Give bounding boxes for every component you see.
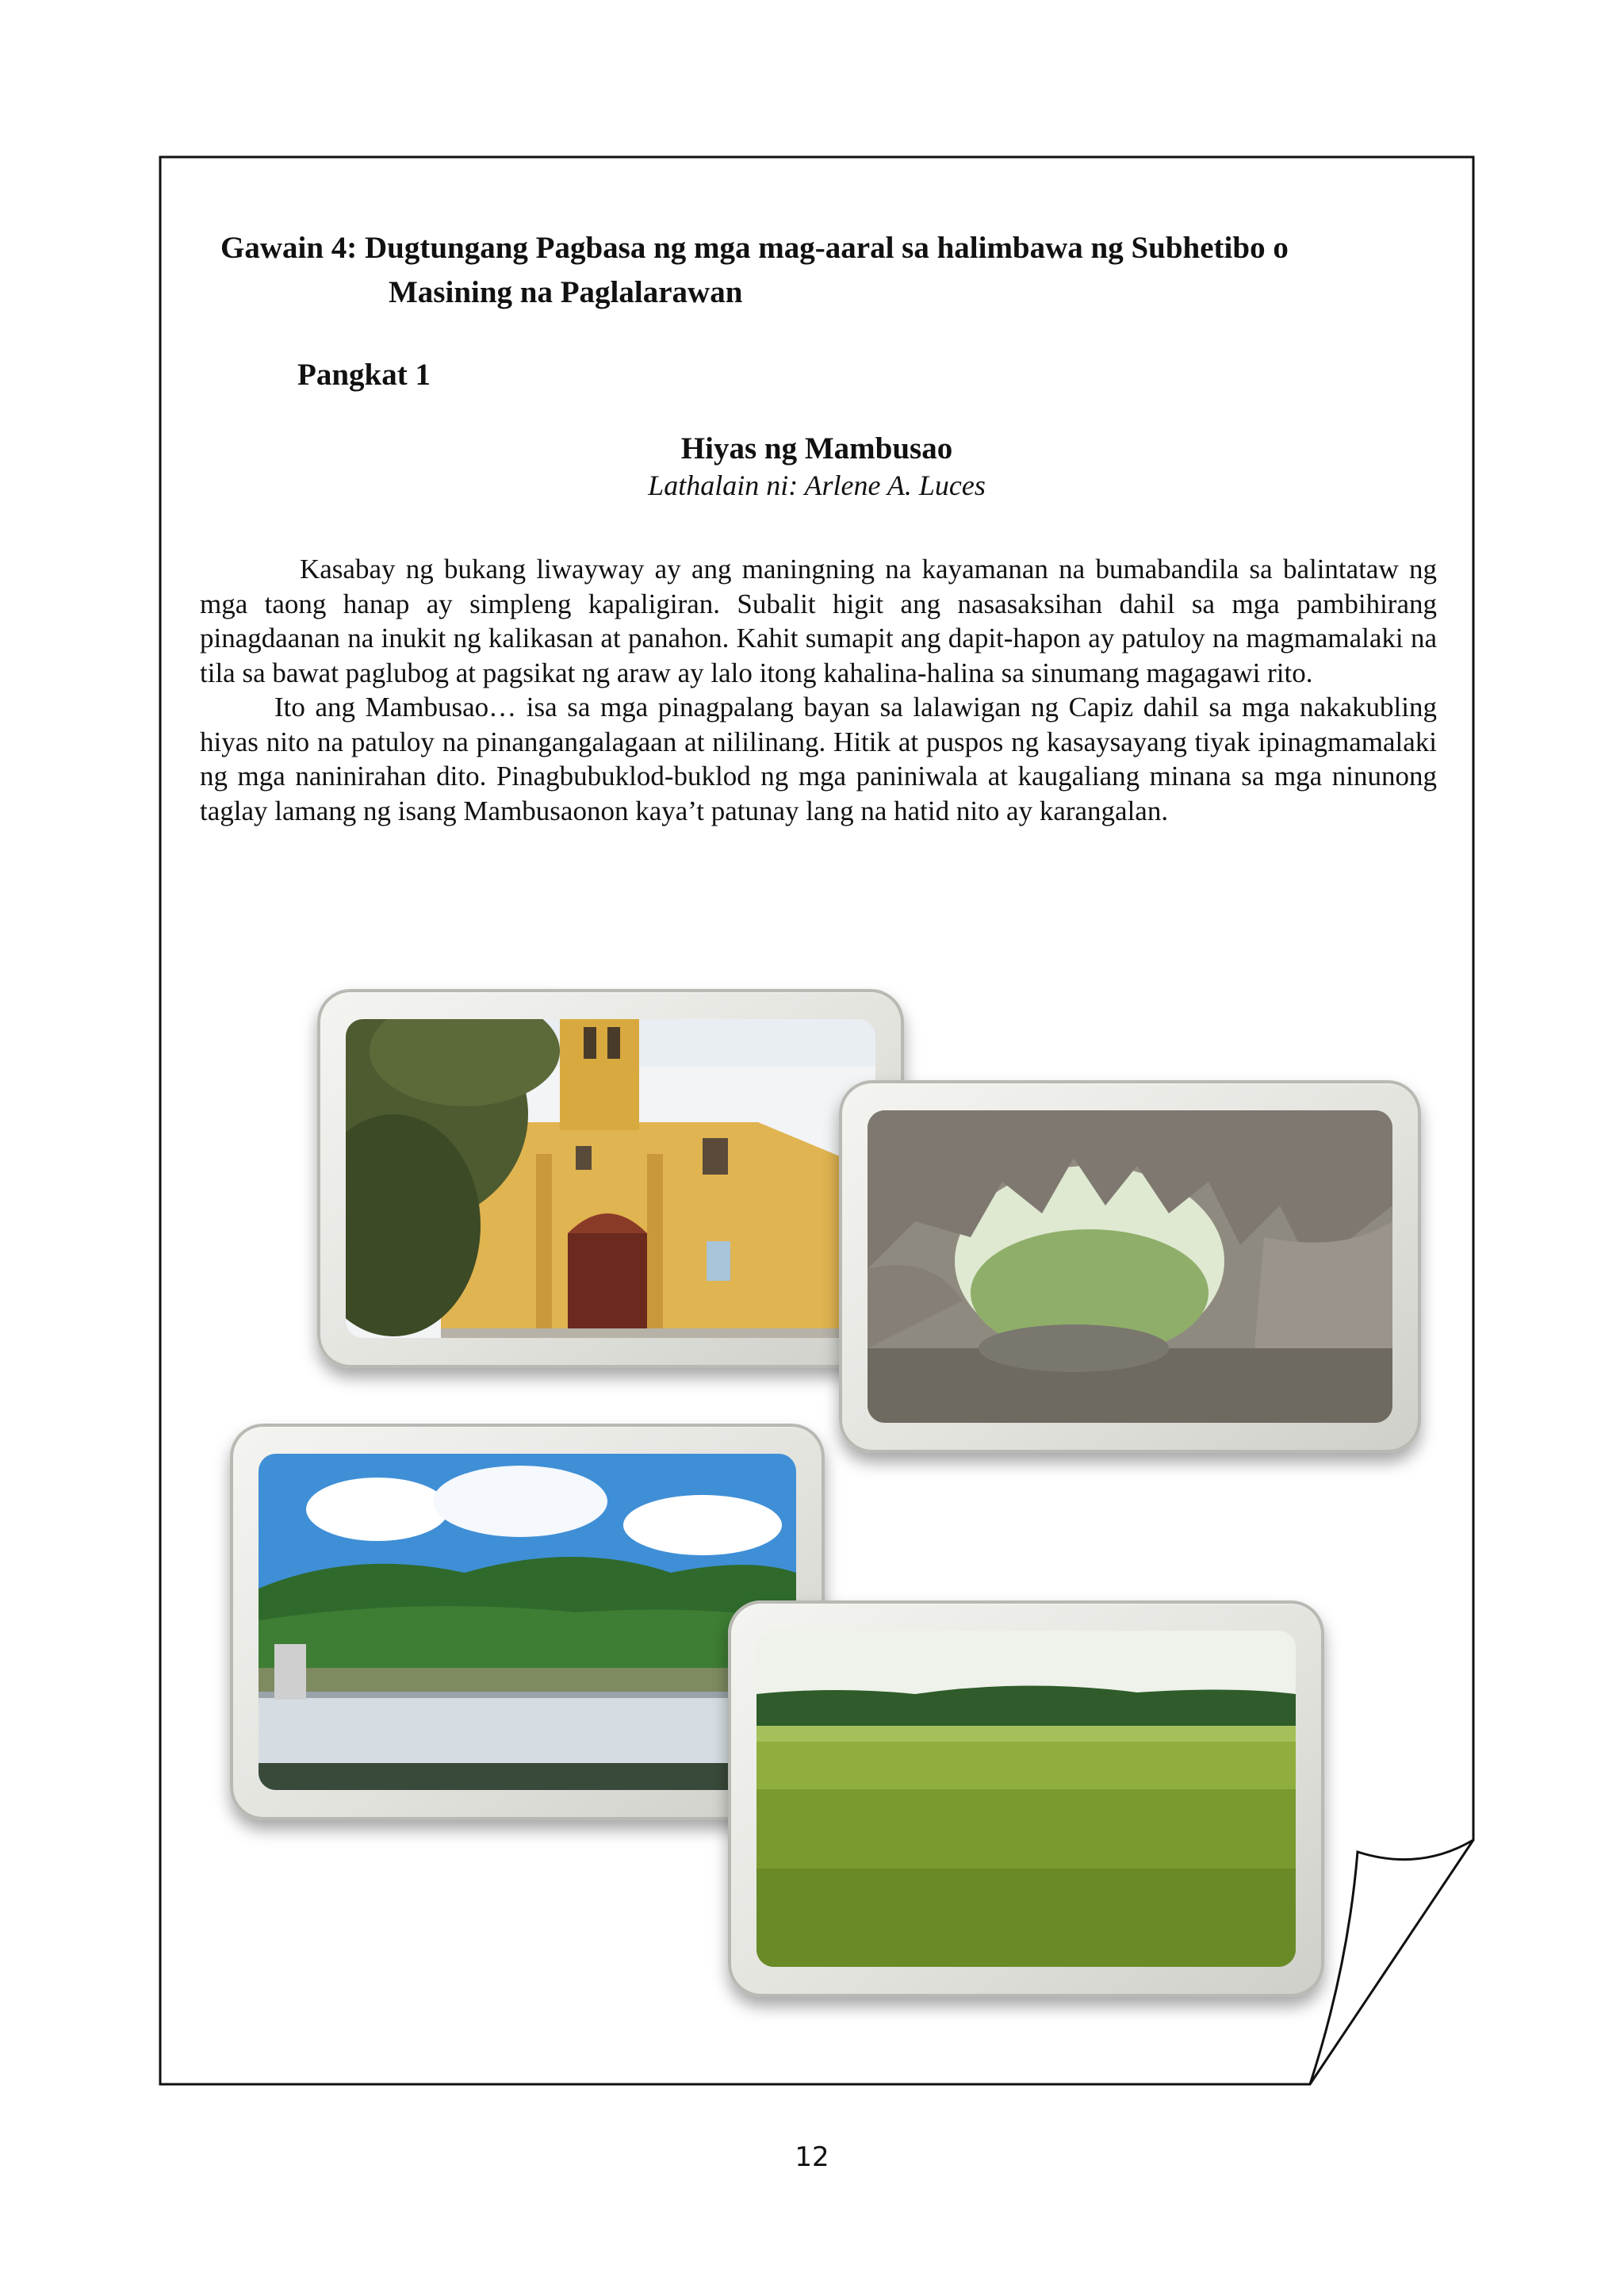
page-number: 12 [795, 2141, 829, 2173]
church-image [346, 1019, 875, 1338]
activity-heading-line1: Gawain 4: Dugtungang Pagbasa ng mga mag-aaral sa halimbawa ng Subhetibo o [220, 231, 1289, 265]
rice-field-image [756, 1631, 1296, 1967]
photo-frame-ricefield [728, 1600, 1324, 1997]
photo-frame-cave [839, 1080, 1421, 1453]
article-title: Hiyas ng Mambusao [680, 431, 953, 466]
paragraph: Ito ang Mambusao… isa sa mga pinagpalang bayan sa lalawigan ng Capiz dahil sa mga nakakubling hiyas nito na patuloy na pinangangalagaan at nililinang. Hitik at puspos ng kasaysayang tiyak ipinagmamalaki ng mga naninirahan dito. Pinagbubuklod-buklod ng mga paniniwala at kaugaliang minana sa mga ninunong taglay lamang ng isang Mambusaonon kaya’t patunay lang na hatid nito ay karangalan. [200, 692, 1437, 826]
paragraph: Kasabay ng bukang liwayway ay ang maningning na kayamanan na bumabandila sa balintataw ng mga taong hanap ay simpleng kapaligiran. Subalit higit ang nasasaksihan dahil sa mga pambihirang pinagdaanan na inukit ng kalikasan at panahon. Kahit sumapit ang dapit-hapon ay patuloy na magmamalaki na tila sa bawat paglubog at pagsikat ng araw ay lalo itong kahalina-halina sa sinumang magagawi rito. [200, 554, 1437, 688]
article-body [200, 552, 1437, 828]
dam-image [259, 1454, 796, 1790]
activity-heading-line2: Masining na Paglalarawan [389, 275, 743, 309]
group-label: Pangkat 1 [297, 358, 431, 392]
photo-frame-church [317, 989, 904, 1368]
activity-heading [220, 226, 1457, 315]
article-byline: Lathalain ni: Arlene A. Luces [648, 470, 986, 501]
cave-image [868, 1110, 1392, 1423]
